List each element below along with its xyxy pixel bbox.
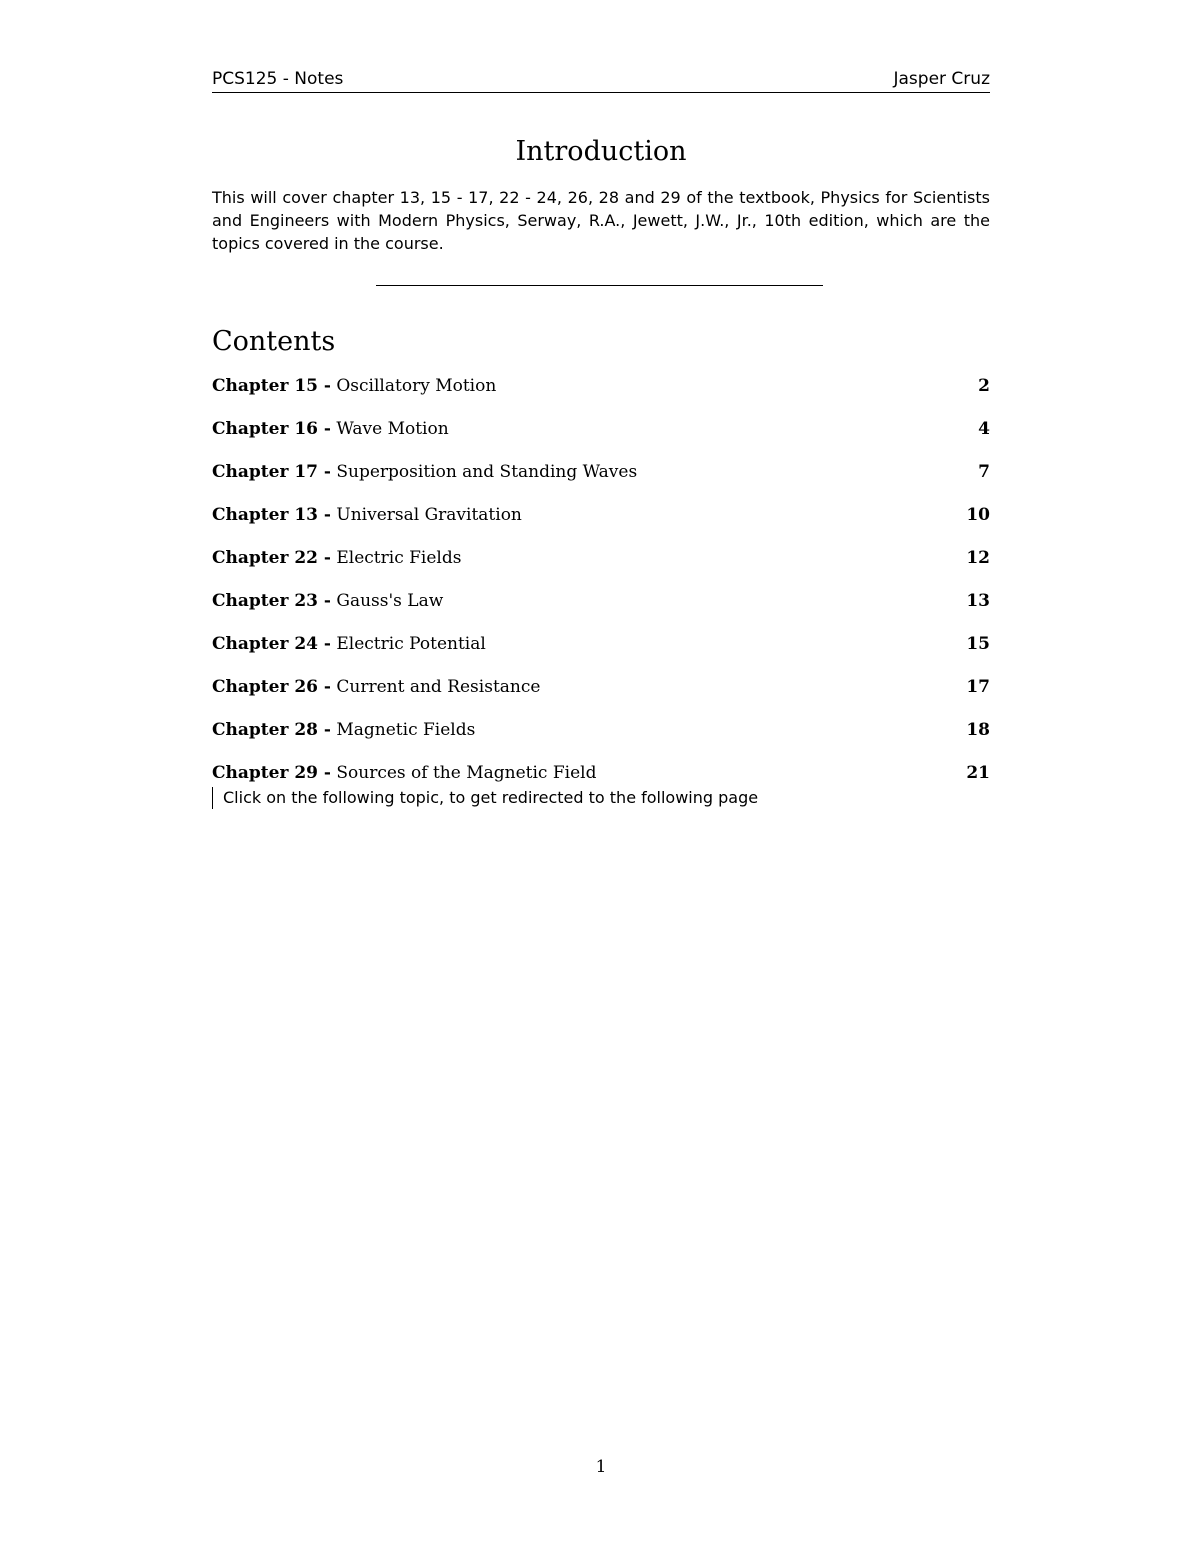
toc-chapter-label: Chapter 24 - (212, 634, 331, 654)
toc-topic: Current and Resistance (336, 677, 541, 697)
toc-page-number: 12 (966, 548, 990, 568)
introduction-heading: Introduction (515, 136, 687, 167)
toc-page-number: 21 (966, 763, 990, 783)
toc-topic: Wave Motion (336, 419, 449, 439)
toc-chapter-label: Chapter 26 - (212, 677, 331, 697)
toc-topic: Universal Gravitation (336, 505, 522, 525)
toc-entry-chapter-17[interactable] (212, 456, 990, 499)
toc-topic: Gauss's Law (336, 591, 444, 611)
contents-heading: Contents (212, 326, 336, 357)
toc-page-number: 7 (978, 462, 990, 482)
toc-entry-chapter-24[interactable] (212, 628, 990, 671)
navigation-hint: Click on the following topic, to get redirected to the following page (212, 787, 758, 809)
course-label: PCS125 - Notes (212, 69, 344, 89)
toc-entry-chapter-26[interactable] (212, 671, 990, 714)
page-header (212, 66, 990, 93)
toc-page-number: 2 (978, 376, 990, 396)
toc-entry-chapter-23[interactable] (212, 585, 990, 628)
toc-chapter-label: Chapter 17 - (212, 462, 331, 482)
table-of-contents (212, 370, 990, 800)
toc-chapter-label: Chapter 28 - (212, 720, 331, 740)
toc-entry-chapter-13[interactable] (212, 499, 990, 542)
toc-entry-chapter-28[interactable] (212, 714, 990, 757)
toc-topic: Electric Potential (336, 634, 486, 654)
toc-topic: Sources of the Magnetic Field (336, 763, 597, 783)
author-name: Jasper Cruz (893, 69, 990, 89)
introduction-paragraph: This will cover chapter 13, 15 - 17, 22 - 24, 26, 28 and 29 of the textbook, Physics for Scientists and Engineers with Modern Physics, Serway, R.A., Jewett, J.W., Jr., 10th edition, which are the topics covered in the course. (212, 188, 990, 253)
toc-chapter-label: Chapter 29 - (212, 763, 331, 783)
toc-page-number: 18 (966, 720, 990, 740)
toc-chapter-label: Chapter 16 - (212, 419, 331, 439)
toc-page-number: 4 (978, 419, 990, 439)
toc-page-number: 10 (966, 505, 990, 525)
toc-chapter-label: Chapter 15 - (212, 376, 331, 396)
toc-topic: Magnetic Fields (336, 720, 476, 740)
toc-entry-chapter-16[interactable] (212, 413, 990, 456)
toc-page-number: 15 (966, 634, 990, 654)
toc-page-number: 17 (966, 677, 990, 697)
toc-chapter-label: Chapter 23 - (212, 591, 331, 611)
toc-entry-chapter-15[interactable] (212, 370, 990, 413)
toc-topic: Superposition and Standing Waves (336, 462, 638, 482)
toc-page-number: 13 (966, 591, 990, 611)
toc-entry-chapter-22[interactable] (212, 542, 990, 585)
page-number: 1 (595, 1457, 607, 1477)
toc-topic: Electric Fields (336, 548, 462, 568)
toc-chapter-label: Chapter 13 - (212, 505, 331, 525)
toc-topic: Oscillatory Motion (336, 376, 497, 396)
section-divider (376, 285, 823, 286)
toc-chapter-label: Chapter 22 - (212, 548, 331, 568)
